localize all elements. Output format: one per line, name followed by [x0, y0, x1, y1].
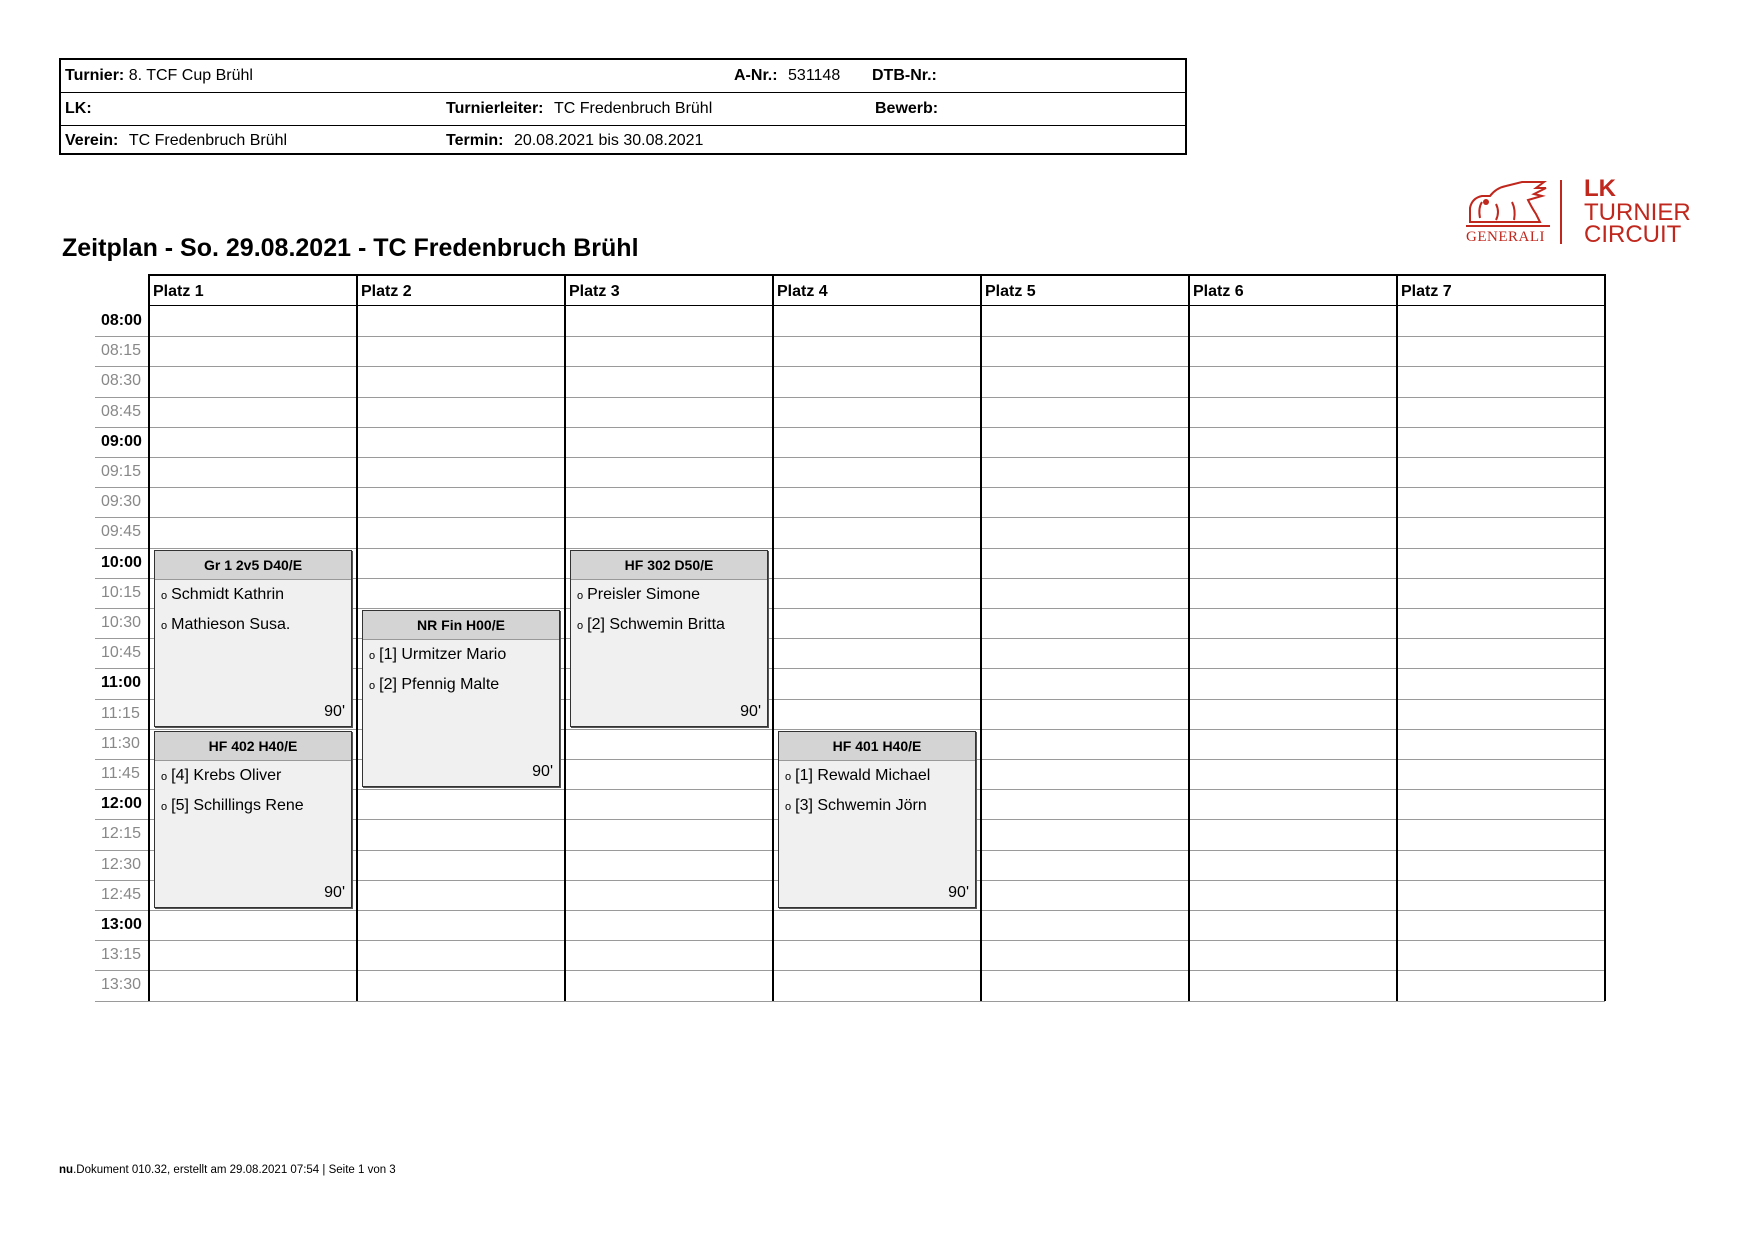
player-name: Schmidt Kathrin [171, 585, 285, 603]
time-row-line [95, 970, 1605, 971]
match-title: NR Fin H00/E [363, 611, 559, 640]
time-label: 13:30 [101, 976, 142, 994]
match-duration: 90' [324, 702, 345, 720]
player-name: Mathieson Susa. [171, 615, 291, 633]
time-label: 09:30 [101, 493, 142, 511]
time-label: 09:15 [101, 463, 142, 480]
player-name: Preisler Simone [587, 585, 701, 603]
player-bullet-icon: o [369, 680, 376, 692]
winged-lion-icon [1466, 178, 1550, 230]
time-label: 13:15 [101, 946, 142, 964]
court-divider [1604, 274, 1606, 1001]
time-label: 10:00 [101, 553, 142, 571]
time-label: 11:45 [101, 765, 140, 782]
generali-lk-turnier-circuit-logo: GENERALI LK TURNIER CIRCUIT [1466, 175, 1691, 248]
time-row-line [95, 487, 1605, 488]
logo-divider [1560, 180, 1562, 244]
player-bullet-icon: o [785, 800, 792, 813]
court-header: Platz 7 [1397, 274, 1605, 306]
time-row-line [95, 729, 1605, 730]
match-player [155, 610, 351, 640]
page-title: Zeitplan - So. 29.08.2021 - TC Fredenbruch Brühl [62, 234, 639, 262]
court-divider [980, 274, 982, 1001]
time-row-line [95, 517, 1605, 518]
player-name: [3] Schwemin Jörn [795, 796, 927, 814]
time-label: 09:45 [101, 523, 142, 541]
match-player [155, 580, 351, 610]
time-label: 11:15 [101, 704, 140, 722]
time-label: 12:45 [101, 885, 142, 903]
player-bullet-icon: o [161, 619, 168, 632]
match-player [363, 640, 559, 670]
time-label: 08:00 [101, 312, 142, 329]
court-header: Platz 3 [565, 274, 773, 306]
match-card[interactable] [570, 550, 768, 727]
player-name: [1] Rewald Michael [795, 766, 931, 784]
player-name: [5] Schillings Rene [171, 796, 304, 814]
match-player [779, 761, 975, 791]
match-player [363, 670, 559, 700]
player-name: [1] Urmitzer Mario [379, 646, 507, 663]
time-row-line [95, 366, 1605, 367]
player-bullet-icon: o [161, 589, 168, 602]
turnierleiter-field: Turnierleiter: TC Fredenbruch Brühl [446, 100, 713, 117]
player-bullet-icon: o [161, 770, 168, 783]
time-label: 13:00 [101, 916, 142, 933]
match-player [571, 580, 767, 610]
court-header: Platz 2 [357, 274, 565, 306]
court-header: Platz 6 [1189, 274, 1397, 306]
page-footer: nu.Dokument 010.32, erstellt am 29.08.2021 07:54 | Seite 1 von 3 [59, 1164, 396, 1176]
court-divider [148, 274, 150, 1001]
match-title: HF 302 D50/E [571, 551, 767, 580]
schedule-grid [95, 274, 1605, 1004]
lk-field: LK: [65, 100, 92, 117]
time-row-line [95, 1001, 1605, 1002]
match-duration: 90' [324, 883, 345, 901]
tournament-info-box [59, 58, 1187, 155]
player-name: [2] Schwemin Britta [587, 615, 725, 633]
anr-field: A-Nr.: 531148 [734, 67, 841, 84]
player-bullet-icon: o [577, 589, 584, 602]
match-duration: 90' [740, 702, 761, 720]
time-row-line [95, 397, 1605, 398]
bewerb-field: Bewerb: [875, 100, 939, 117]
time-label: 10:45 [101, 644, 142, 662]
match-duration: 90' [532, 763, 553, 781]
time-label: 10:30 [101, 614, 142, 631]
court-header: Platz 4 [773, 274, 981, 306]
match-title: HF 402 H40/E [155, 732, 351, 761]
player-bullet-icon: o [577, 619, 584, 632]
match-title: Gr 1 2v5 D40/E [155, 551, 351, 580]
time-label: 08:15 [101, 342, 142, 360]
time-label: 08:45 [101, 402, 142, 420]
player-bullet-icon: o [161, 800, 168, 813]
player-bullet-icon: o [369, 650, 376, 662]
time-label: 09:00 [101, 432, 142, 450]
time-label: 12:15 [101, 825, 142, 843]
termin-field: Termin: 20.08.2021 bis 30.08.2021 [446, 132, 704, 149]
time-row-line [95, 548, 1605, 549]
time-label: 11:30 [101, 734, 140, 752]
time-label: 10:15 [101, 583, 142, 601]
time-label: 08:30 [101, 372, 142, 390]
time-row-line [95, 336, 1605, 337]
info-row-3 [61, 125, 1185, 157]
player-name: [4] Krebs Oliver [171, 766, 282, 784]
court-divider [772, 274, 774, 1001]
match-player [155, 761, 351, 791]
match-card[interactable] [362, 610, 560, 787]
verein-field: Verein: TC Fredenbruch Brühl [65, 132, 288, 149]
match-player [155, 791, 351, 821]
time-row-line [95, 427, 1605, 428]
turnier-field: Turnier: 8. TCF Cup Brühl [65, 67, 253, 84]
court-divider [1396, 274, 1398, 1001]
match-player [571, 610, 767, 640]
court-header: Platz 5 [981, 274, 1189, 306]
time-row-line [95, 457, 1605, 458]
time-label: 12:00 [101, 795, 142, 813]
court-divider [1188, 274, 1190, 1001]
time-label: 12:30 [101, 855, 142, 873]
info-row-2 [61, 93, 1185, 126]
player-name: [2] Pfennig Malte [379, 676, 500, 693]
match-card[interactable] [778, 731, 976, 908]
match-title: HF 401 H40/E [779, 732, 975, 761]
time-row-line [95, 910, 1605, 911]
court-divider [356, 274, 358, 1001]
court-header: Platz 1 [149, 274, 357, 306]
player-bullet-icon: o [785, 770, 792, 783]
match-card[interactable] [154, 731, 352, 908]
info-row-1 [61, 60, 1185, 93]
match-duration: 90' [948, 883, 969, 901]
match-card[interactable] [154, 550, 352, 727]
dtb-field: DTB-Nr.: [872, 67, 937, 84]
time-row-line [95, 940, 1605, 941]
match-player [779, 791, 975, 821]
time-label: 11:00 [101, 674, 142, 692]
court-divider [564, 274, 566, 1001]
